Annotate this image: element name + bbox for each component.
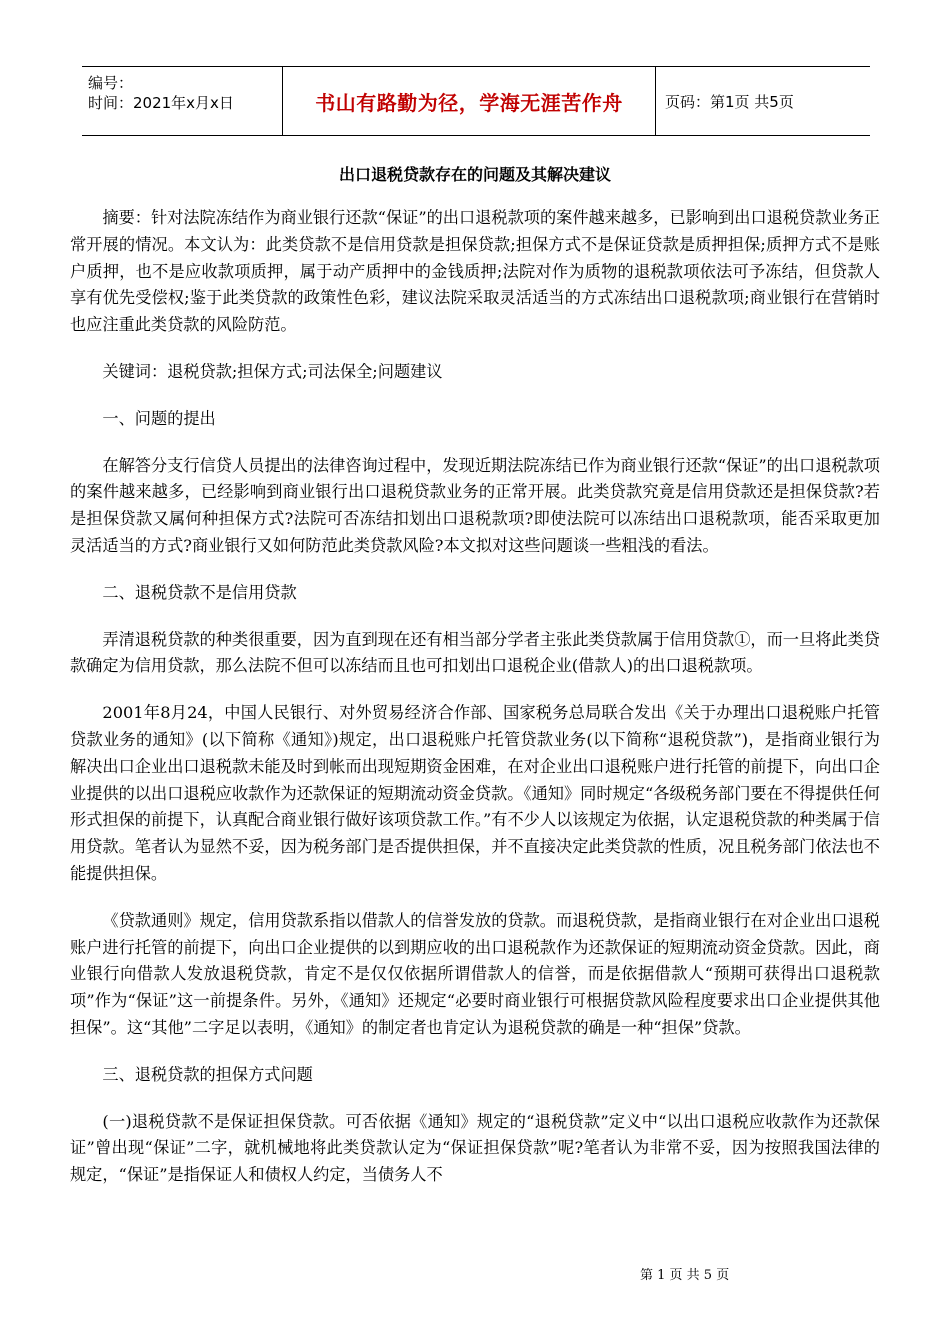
keywords-paragraph: 关键词：退税贷款;担保方式;司法保全;问题建议 [102, 361, 443, 381]
body-paragraph: 2001年8月24，中国人民银行、对外贸易经济合作部、国家税务总局联合发出《关于办理出口退税账户托管贷款业务的通知》(以下简称《通知》)规定，出口退税账户托管贷款业务(以下简称“退税贷款”)，是指商业银行为解决出口企业出口退税款未能及时到帐而出现短期资金困难，在对企业出口退税账户进行托管的前提下，向出口企业提供的以出口退税应收款作为还款保证的短期流动资金贷款。《通知》同时规定“各级税务部门要在不得提供任何形式担保的前提下，认真配合商业银行做好该项贷款工作。”有不少人以该规定为依据，认定退税贷款的种类属于信用贷款。笔者认为显然不妥，因为税务部门是否提供担保，并不直接决定此类贷款的性质，况且税务部门依法也不能提供担保。 [70, 703, 880, 883]
body-paragraph: 《贷款通则》规定，信用贷款系指以借款人的信誉发放的贷款。而退税贷款，是指商业银行在对企业出口退税账户进行托管的前提下，向出口企业提供的以到期应收的出口退税款作为还款保证的短期流动资金贷款。因此，商业银行向借款人发放退税贷款，肯定不是仅仅依据所谓借款人的信誉，而是依据借款人“预期可获得出口退税款项”作为“保证”这一前提条件。另外，《通知》还规定“必要时商业银行可根据贷款风险程度要求出口企业提供其他担保”。这“其他”二字足以表明，《通知》的制定者也肯定认为退税贷款的确是一种“担保”贷款。 [70, 910, 880, 1037]
page-footer: 第 1 页 共 5 页 [640, 1268, 730, 1283]
section-heading-2: 二、退税贷款不是信用贷款 [102, 582, 297, 602]
document-body [70, 205, 880, 1209]
header-table [82, 66, 870, 136]
section-heading-1: 一、问题的提出 [102, 408, 216, 428]
document-number-label: 编号： [88, 74, 134, 92]
body-paragraph: 在解答分支行信贷人员提出的法律咨询过程中，发现近期法院冻结已作为商业银行还款“保证”的出口退税款项的案件越来越多，已经影响到商业银行出口退税贷款业务的正常开展。此类贷款究竟是信用贷款还是担保贷款?若是担保贷款又属何种担保方式?法院可否冻结扣划出口退税款项?即使法院可以冻结出口退税款项，能否采取更加灵活适当的方式?商业银行又如何防范此类贷款风险?本文拟对这些问题谈一些粗浅的看法。 [70, 455, 880, 555]
header-page-info: 页码：第1页 共5页 [665, 92, 794, 111]
document-time-label: 时间：2021年x月x日 [88, 94, 234, 112]
body-paragraph: 弄清退税贷款的种类很重要，因为直到现在还有相当部分学者主张此类贷款属于信用贷款①，而一旦将此类贷款确定为信用贷款，那么法院不但可以冻结而且也可扣划出口退税企业(借款人)的出口退税款项。 [70, 629, 880, 676]
document-title: 出口退税贷款存在的问题及其解决建议 [338, 165, 611, 184]
abstract-paragraph: 摘要：针对法院冻结作为商业银行还款“保证”的出口退税款项的案件越来越多，已影响到出口退税贷款业务正常开展的情况。本文认为：此类贷款不是信用贷款是担保贷款;担保方式不是保证贷款是质押担保;质押方式不是账户质押，也不是应收款项质押，属于动产质押中的金钱质押;法院对作为质物的退税款项依法可予冻结，但贷款人享有优先受偿权;鉴于此类贷款的政策性色彩，建议法院采取灵活适当的方式冻结出口退税款项;商业银行在营销时也应注重此类贷款的风险防范。 [70, 208, 880, 335]
section-heading-3: 三、退税贷款的担保方式问题 [102, 1064, 313, 1084]
header-meta-cell [82, 67, 283, 135]
body-paragraph: (一)退税贷款不是保证担保贷款。可否依据《通知》规定的“退税贷款”定义中“以出口退税应收款作为还款保证”曾出现“保证”二字，就机械地将此类贷款认定为“保证担保贷款”呢?笔者认为非常不妥，因为按照我国法律的规定，“保证”是指保证人和债权人约定，当债务人不 [70, 1111, 880, 1185]
header-motto: 书山有路勤为径，学海无涯苦作舟 [283, 67, 656, 135]
